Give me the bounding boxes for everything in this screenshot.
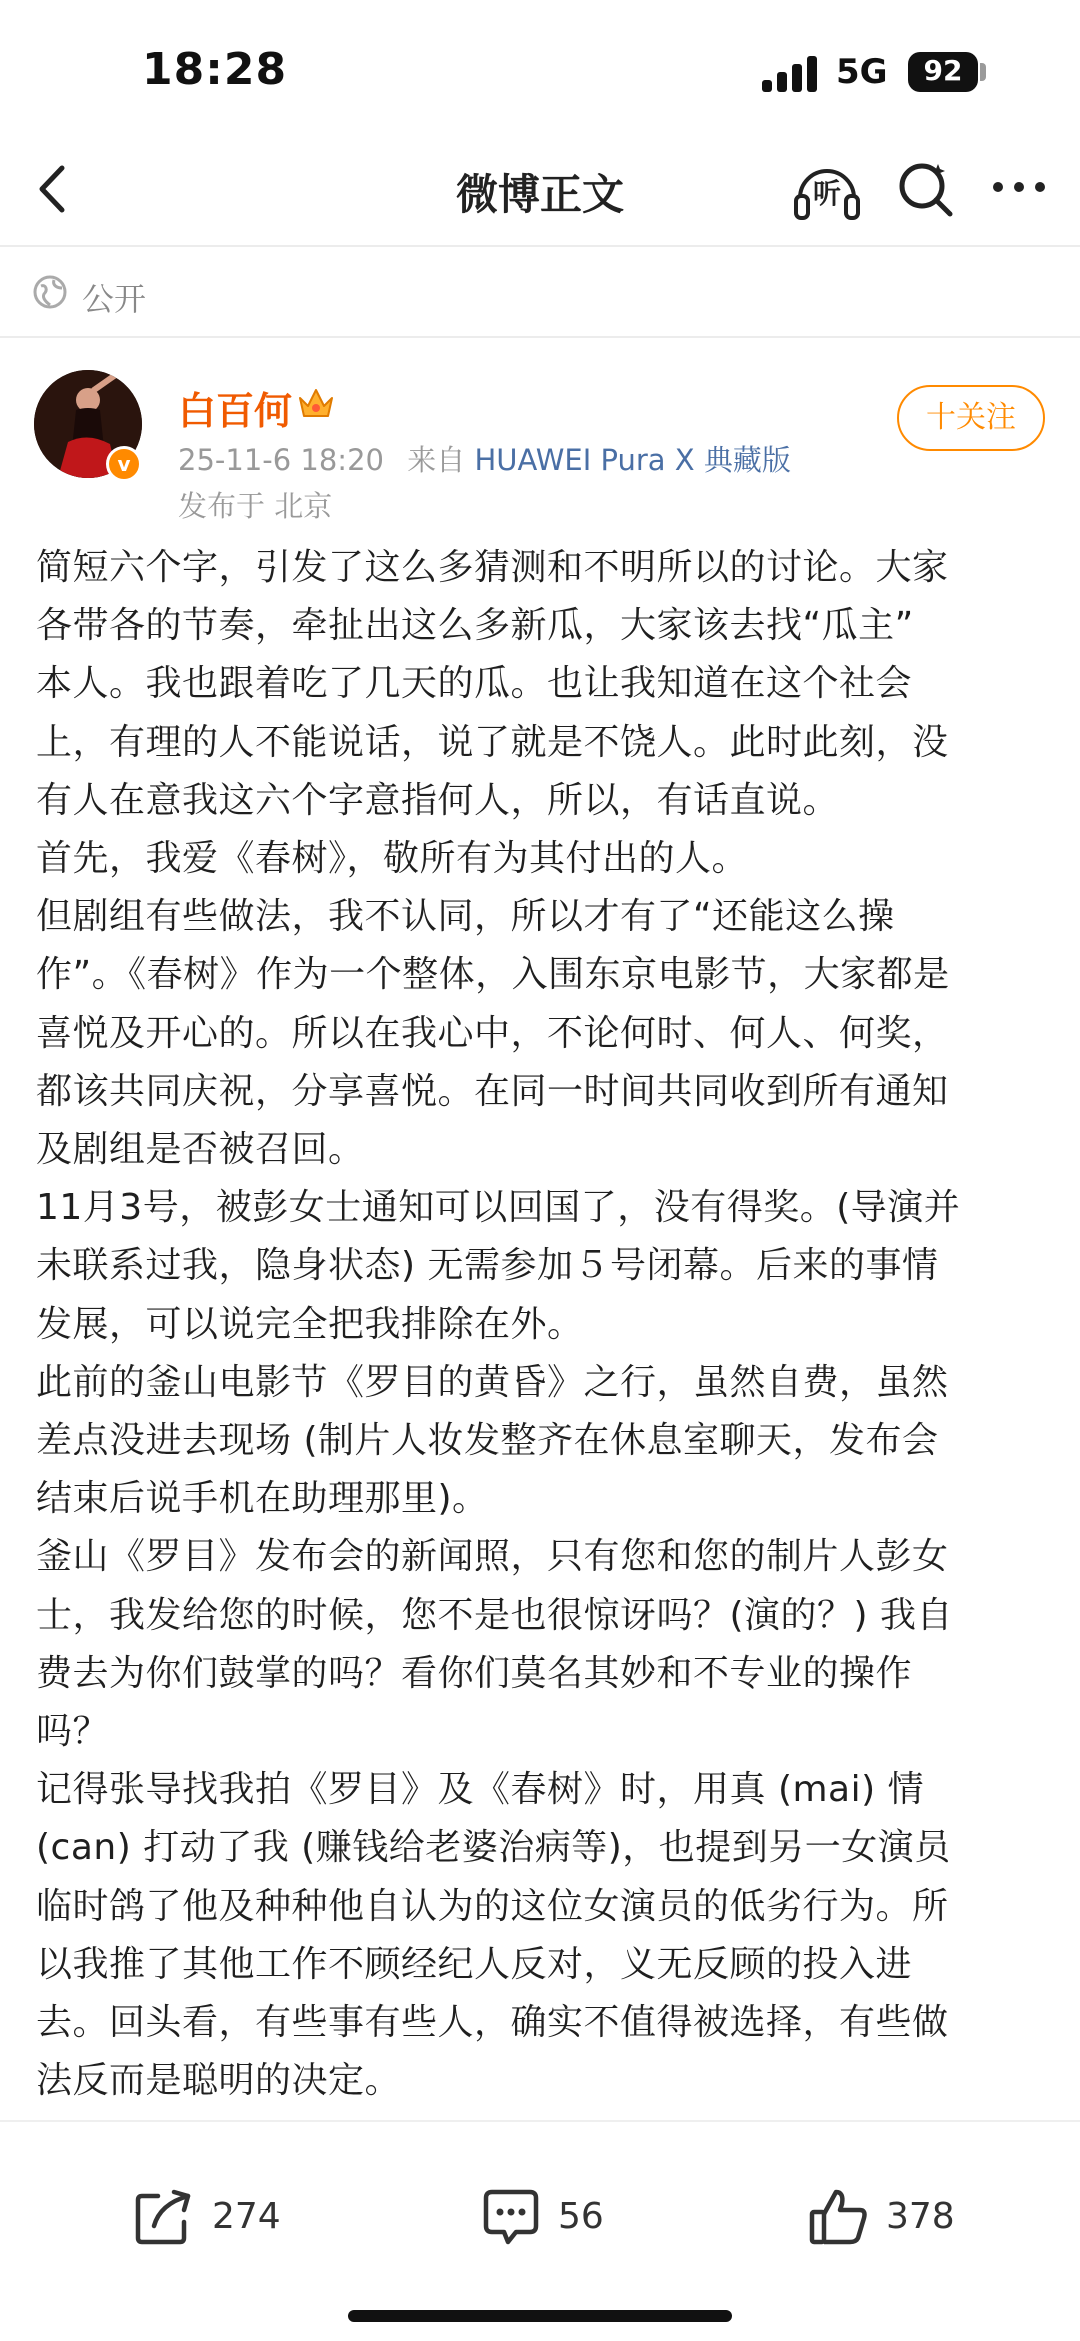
author-name[interactable]: 白百何 (178, 389, 293, 433)
post-text-line: 结束后说手机在助理那里)。 (36, 1478, 489, 1520)
post-text-line: 有人在意我这六个字意指何人，所以，有话直说。 (36, 779, 840, 821)
battery-tip (980, 63, 986, 81)
post-text-line: 简短六个字，引发了这么多猜测和不明所以的讨论。大家 (36, 548, 949, 588)
battery-icon (908, 52, 978, 92)
device-source[interactable]: HUAWEI Pura X 典藏版 (474, 443, 791, 477)
post-text-line: 吗？ (36, 1711, 110, 1752)
post-text-line: 记得张导找我拍《罗目》及《春树》时，用真 (mai) 情 (36, 1769, 925, 1811)
search-icon (892, 156, 958, 222)
post-text-line: 作”。《春树》作为一个整体，入围东京电影节，大家都是 (36, 954, 950, 996)
section-divider (0, 336, 1080, 338)
more-dots-icon (986, 154, 1052, 220)
battery-level: 92 (923, 54, 963, 87)
chevron-left-icon (20, 154, 90, 224)
repost-button[interactable] (132, 2184, 302, 2254)
follow-button[interactable]: 十关注 (897, 385, 1045, 451)
search-button[interactable] (892, 156, 958, 222)
status-bar (0, 0, 1080, 130)
source-prefix: 来自 (407, 443, 466, 477)
nav-divider (0, 245, 1080, 247)
home-indicator[interactable] (348, 2310, 732, 2322)
post-text-line: 首先，我爱《春树》，敬所有为其付出的人。 (36, 838, 749, 879)
post-text-line: 此前的釜山电影节《罗目的黄昏》之行，虽然自费，虽然 (36, 1361, 949, 1403)
nav-bar (0, 140, 1080, 245)
post-text-line: 士，我发给您的时候，您不是也很惊讶吗？(演的？) 我自 (36, 1594, 954, 1636)
post-text-line: 11月3号，被彭女士通知可以回国了，没有得奖。(导演并 (36, 1187, 961, 1229)
repost-icon (132, 2184, 196, 2248)
post-text-line: 本人。我也跟着吃了几天的瓜。也让我知道在这个社会 (36, 663, 913, 705)
post-text-line: 上，有理的人不能说话，说了就是不饶人。此时此刻，没 (36, 721, 949, 763)
post-text-line: 法反而是聪明的决定。 (36, 2060, 402, 2102)
network-label: 5G (836, 52, 888, 92)
back-button[interactable] (20, 154, 90, 224)
like-count: 378 (886, 2196, 955, 2237)
post-text-line: 都该共同庆祝，分享喜悦。在同一时间共同收到所有通知 (36, 1070, 949, 1112)
comment-icon (478, 2184, 544, 2250)
page-title: 微博正文 (455, 170, 624, 219)
listen-label: 听 (812, 177, 841, 210)
post-location: 发布于 北京 (178, 489, 333, 523)
status-time: 18:28 (142, 44, 288, 95)
post-text-line: 各带各的节奏，牵扯出这么多新瓜，大家该去找“瓜主” (36, 605, 914, 647)
thumbs-up-icon (806, 2184, 872, 2250)
more-options-button[interactable] (986, 154, 1052, 220)
post-meta (178, 438, 791, 479)
post-text-line: 以我推了其他工作不顾经纪人反对，义无反顾的投入进 (36, 1943, 913, 1985)
post-text-line: 去。回头看，有些事有些人，确实不值得被选择，有些做 (36, 2002, 949, 2043)
like-button[interactable] (806, 2184, 976, 2254)
crown-icon (296, 384, 336, 422)
globe-icon (32, 274, 68, 310)
post-text-line: 未联系过我，隐身状态) 无需参加５号闭幕。后来的事情 (36, 1245, 939, 1287)
post-text-line: 釜山《罗目》发布会的新闻照，只有您和您的制片人彭女 (36, 1536, 949, 1578)
post-timestamp: 25-11-6 18:20 (178, 443, 384, 477)
post-text-line: (can) 打动了我 (赚钱给老婆治病等)，也提到另一女演员 (36, 1827, 951, 1869)
post-body (36, 548, 1046, 2118)
post-text-line: 及剧组是否被召回。 (36, 1129, 365, 1170)
post-text-line: 但剧组有些做法，我不认同，所以才有了“还能这么操 (36, 896, 895, 938)
post-text-line: 差点没进去现场 (制片人妆发整齐在休息室聊天，发布会 (36, 1420, 939, 1461)
post-text-line: 费去为你们鼓掌的吗？看你们莫名其妙和不专业的操作 (36, 1652, 913, 1694)
signal-icon (762, 56, 822, 92)
post-text-line: 临时鸽了他及种种他自认为的这位女演员的低劣行为。所 (36, 1885, 949, 1927)
comment-count: 56 (558, 2196, 604, 2237)
post-text-line: 喜悦及开心的。所以在我心中，不论何时、何人、何奖， (36, 1012, 949, 1054)
post-text-line: 发展，可以说完全把我排除在外。 (36, 1303, 584, 1345)
verified-badge: v (106, 446, 142, 482)
comment-button[interactable] (478, 2184, 628, 2254)
listen-button[interactable] (790, 152, 864, 226)
visibility-label: 公开 (82, 280, 147, 318)
repost-count: 274 (212, 2196, 281, 2237)
bottom-action-bar (0, 2120, 1080, 2341)
